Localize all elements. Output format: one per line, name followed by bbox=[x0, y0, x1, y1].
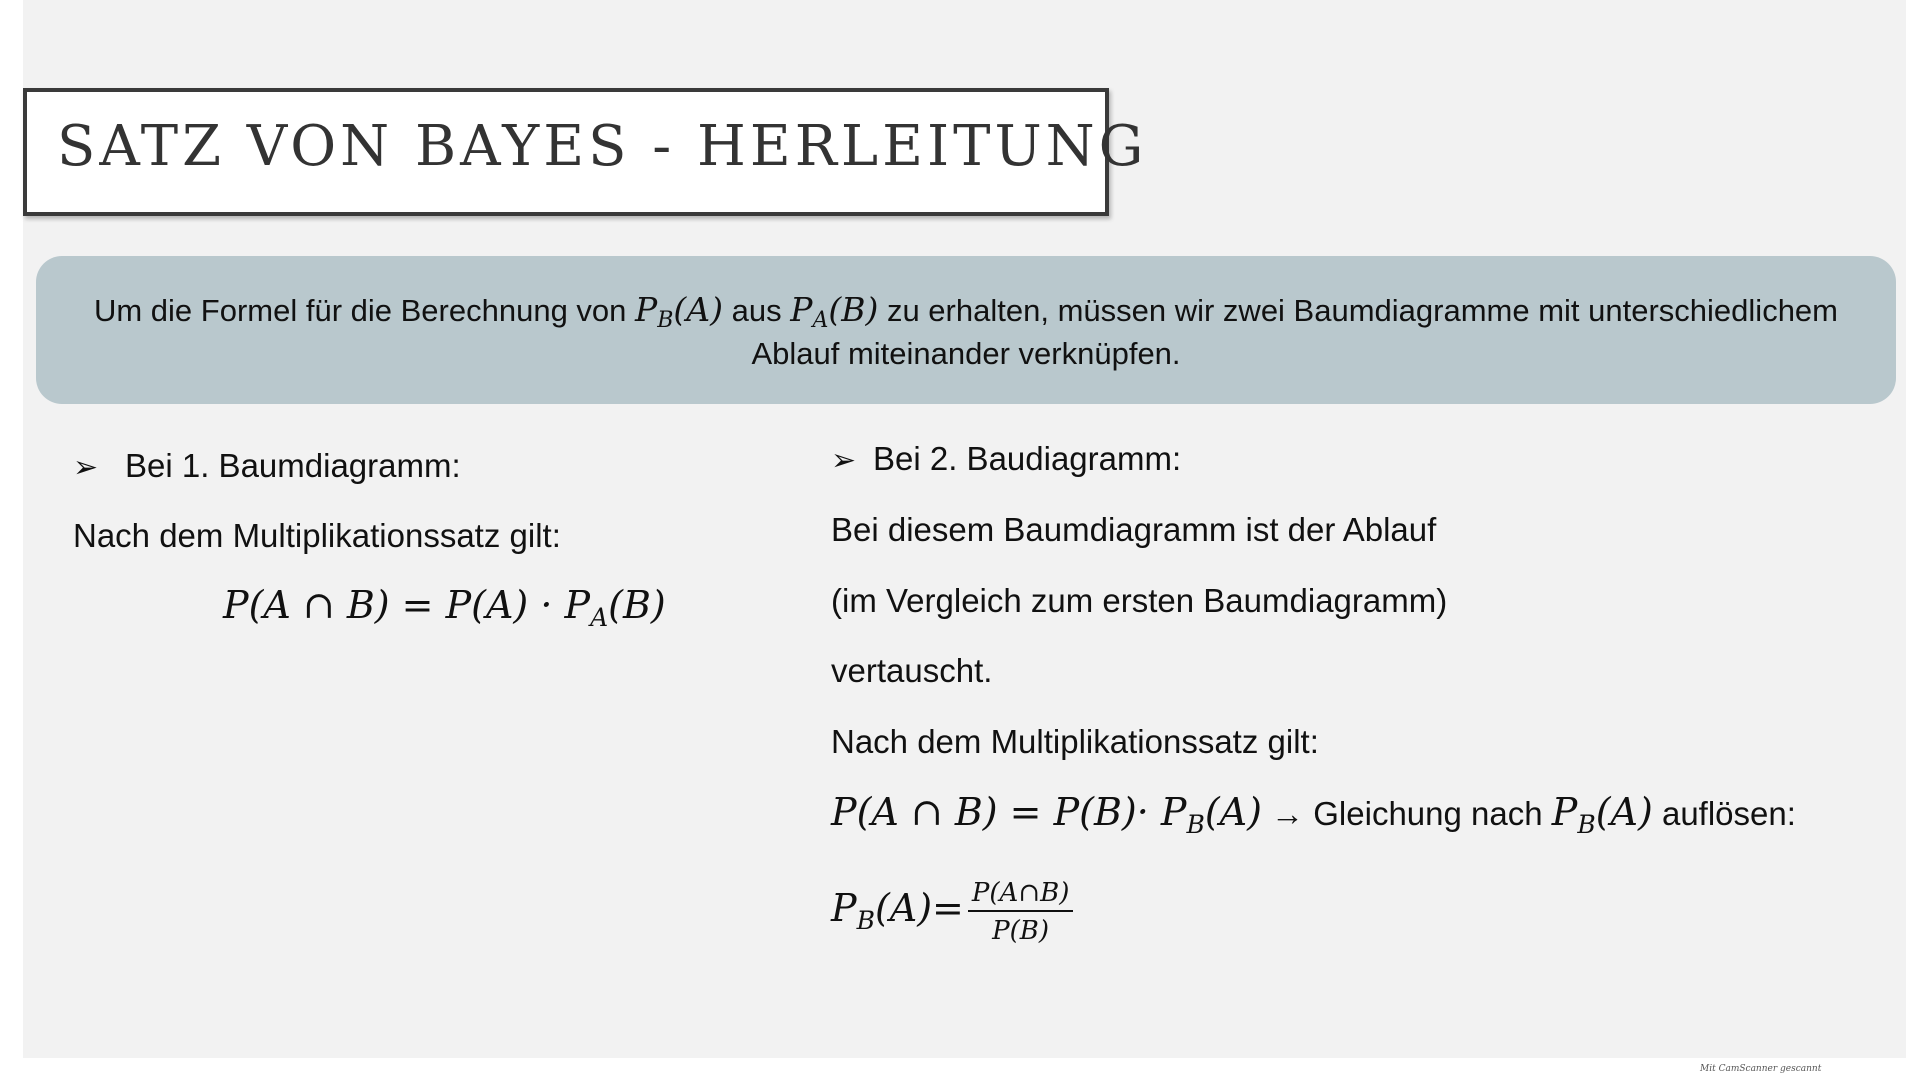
title-box bbox=[23, 88, 1148, 216]
fraction-numerator: P(A∩B) bbox=[968, 878, 1073, 912]
intro-box bbox=[36, 256, 1896, 404]
result-formula bbox=[831, 878, 1073, 946]
arrow-bullet-icon: ➢ bbox=[831, 444, 857, 477]
slide bbox=[23, 0, 1906, 1058]
result-fraction bbox=[968, 878, 1073, 946]
slide-title: SATZ VON BAYES - HERLEITUNG bbox=[57, 114, 1148, 179]
intro-text-3: zu erhalten, müssen wir zwei Baumdiagramme mit unterschiedlichem bbox=[878, 293, 1838, 328]
fraction-denominator: P(B) bbox=[992, 916, 1050, 946]
intro-math-pba: $P_B(A)$ bbox=[635, 290, 724, 333]
left-heading bbox=[73, 447, 461, 485]
right-rule: Nach dem Multiplikationssatz gilt: bbox=[831, 723, 1319, 760]
solve-instruction: → Gleichung nach bbox=[1261, 795, 1552, 832]
intro-math-pab: $P_A(B)$ bbox=[790, 290, 879, 333]
intro-text-2: aus bbox=[723, 293, 791, 328]
intro-line-1 bbox=[56, 288, 1876, 332]
right-text-2: (im Vergleich zum ersten Baumdiagramm) bbox=[831, 582, 1448, 619]
right-formula: P(A ∩ $B) = P(B)\cdot P_B(A)$ bbox=[831, 790, 1262, 839]
right-heading-text: Bei 2. Baudiagramm: bbox=[873, 440, 1182, 477]
intro-line-2: Ablauf miteinander verknüpfen. bbox=[751, 336, 1181, 371]
right-text-1: Bei diesem Baumdiagramm ist der Ablauf bbox=[831, 511, 1437, 548]
right-formula-line bbox=[831, 790, 1796, 839]
solve-text: auflösen: bbox=[1652, 795, 1796, 832]
solve-target: $P_B(A)$ bbox=[1551, 790, 1653, 839]
scanner-watermark: Mit CamScanner gescannt bbox=[1700, 1064, 1822, 1074]
left-heading-text: Bei 1. Baumdiagramm: bbox=[125, 447, 461, 484]
right-text-3: vertauscht. bbox=[831, 652, 993, 689]
arrow-bullet-icon: ➢ bbox=[73, 451, 99, 484]
left-formula: P(A ∩ $B) = P(A) \cdot P_A(B)$ bbox=[223, 583, 666, 632]
result-lhs: $P_B(A)=$ bbox=[831, 885, 964, 935]
intro-text-1: Um die Formel für die Berechnung von bbox=[93, 293, 636, 328]
right-heading bbox=[831, 440, 1181, 478]
left-rule: Nach dem Multiplikationssatz gilt: bbox=[73, 517, 561, 554]
